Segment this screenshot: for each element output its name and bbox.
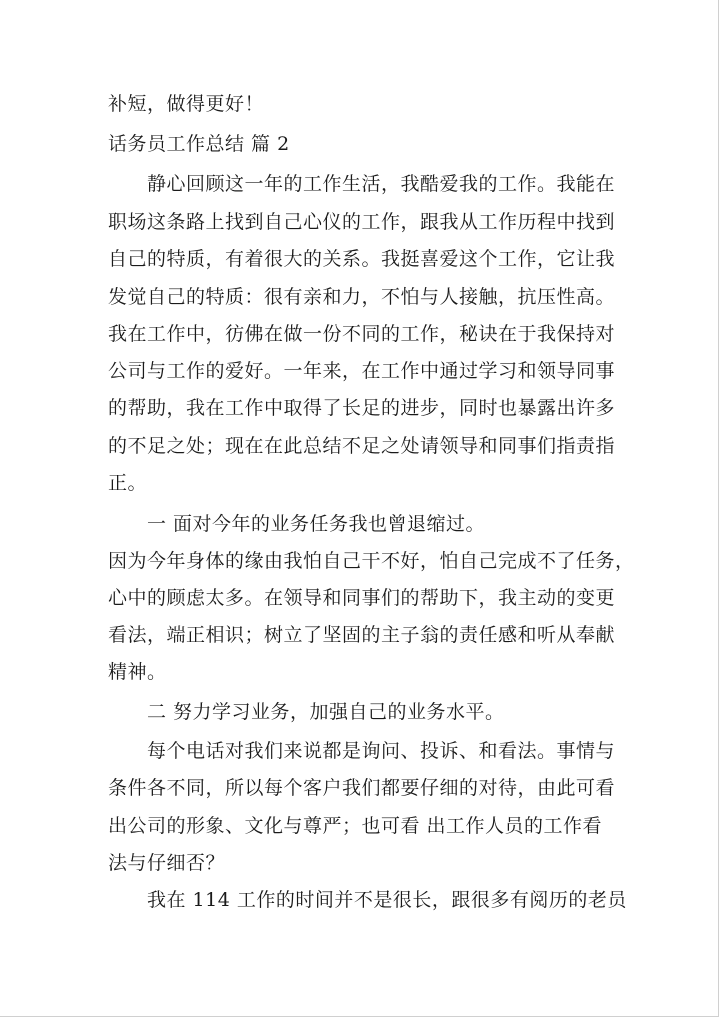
text-line: 正。 xyxy=(108,472,148,494)
section-heading: 话务员工作总结 篇 2 xyxy=(108,133,290,155)
text-line: 的帮助，我在工作中取得了长足的进步，同时也暴露出许多 xyxy=(108,397,616,419)
text-line: 的不足之处；现在在此总结不足之处请领导和同事们指责指 xyxy=(108,435,616,457)
text-line: 发觉自己的特质：很有亲和力，不怕与人接触，抗压性高。 xyxy=(108,286,616,308)
text-line: 补短，做得更好！ xyxy=(108,93,265,115)
text-line: 因为今年身体的缘由我怕自己干不好，怕自己完成不了任务， xyxy=(108,550,635,572)
text-line: 出公司的形象、文化与尊严；也可看 出工作人员的工作看 xyxy=(108,815,603,837)
subheading-one: 一 面对今年的业务任务我也曾退缩过。 xyxy=(108,513,486,535)
text-line: 职场这条路上找到自己心仪的工作，跟我从工作历程中找到 xyxy=(108,211,616,233)
text-line: 每个电话对我们来说都是询问、投诉、和看法。事情与 xyxy=(108,740,616,762)
text-line: 看法，端正相识；树立了坚固的主子翁的责任感和听从奉献 xyxy=(108,624,616,646)
text-line: 我在 114 工作的时间并不是很长，跟很多有阅历的老员 xyxy=(108,889,627,911)
subheading-two: 二 努力学习业务，加强自己的业务水平。 xyxy=(108,701,505,723)
text-line: 我在工作中，彷佛在做一份不同的工作，秘诀在于我保持对 xyxy=(108,323,616,345)
text-line: 自己的特质，有着很大的关系。我挺喜爱这个工作，它让我 xyxy=(108,248,616,270)
text-line: 条件各不同，所以每个客户我们都要仔细的对待，由此可看 xyxy=(108,777,616,799)
text-line: 法与仔细否？ xyxy=(108,852,226,874)
text-line: 静心回顾这一年的工作生活，我酷爱我的工作。我能在 xyxy=(108,173,616,195)
text-line: 公司与工作的爱好。一年来，在工作中通过学习和领导同事 xyxy=(108,360,616,382)
text-line: 心中的顾虑太多。在领导和同事们的帮助下，我主动的变更 xyxy=(108,587,616,609)
text-line: 精神。 xyxy=(108,661,167,683)
